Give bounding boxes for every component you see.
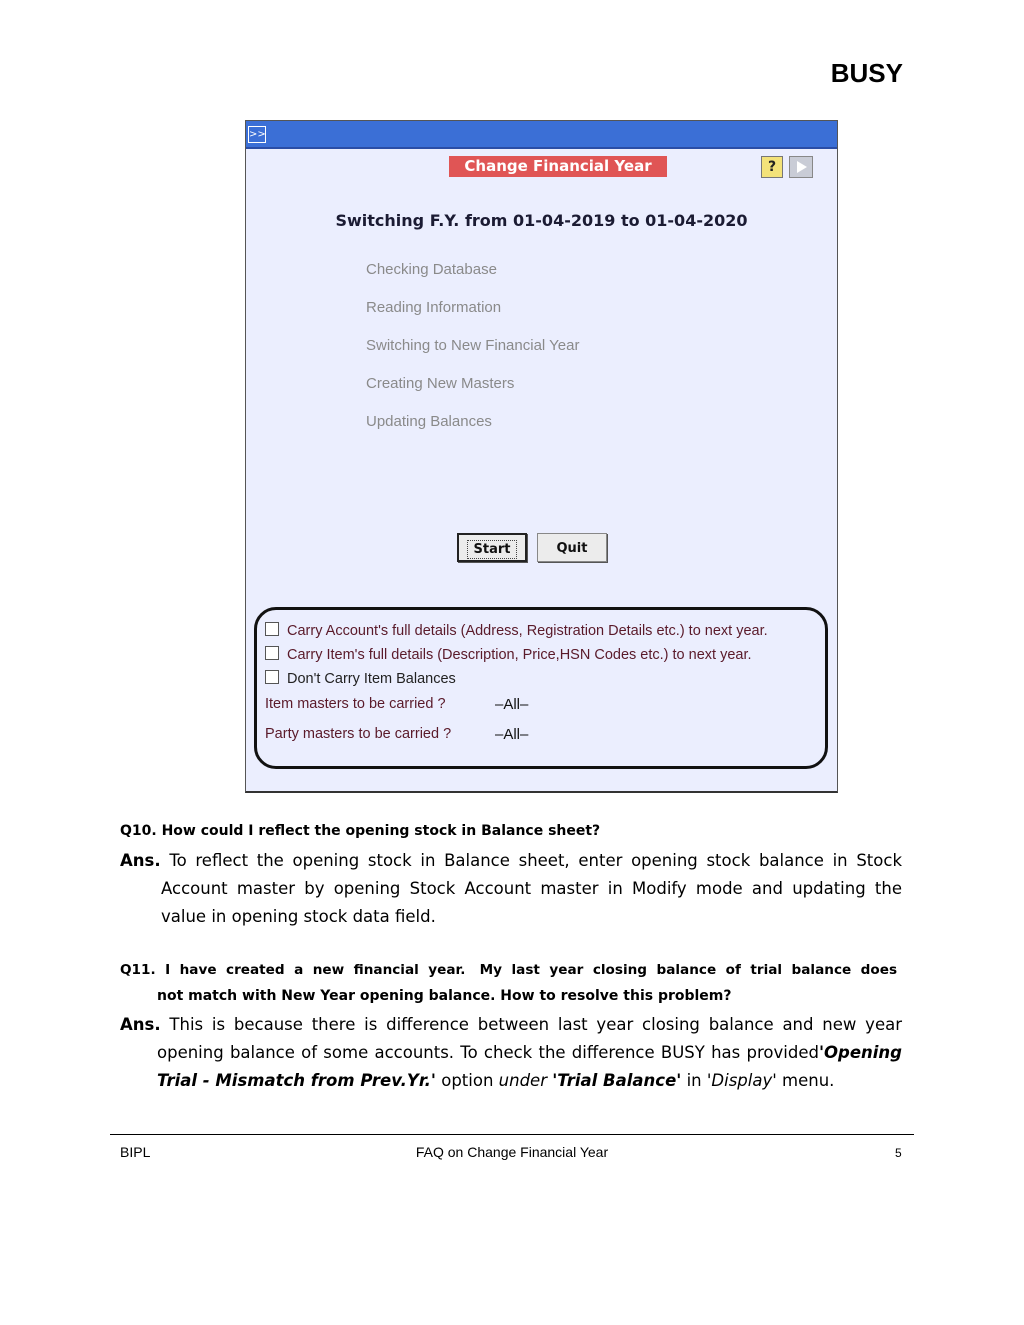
- window-title-bar: [246, 121, 837, 149]
- footer-title: FAQ on Change Financial Year: [415, 1144, 609, 1160]
- step-item: Reading Information: [366, 299, 502, 316]
- step-item: Checking Database: [366, 261, 497, 278]
- help-icon[interactable]: ?: [761, 156, 783, 178]
- checkbox[interactable]: [265, 622, 279, 636]
- q10-question: Q10. How could I reflect the opening stock in Balance sheet?: [120, 823, 601, 839]
- party-masters-row: [265, 726, 825, 742]
- q11-question-line2: not match with New Year opening balance. How to resolve this problem?: [157, 988, 732, 1004]
- party-masters-value[interactable]: –All–: [495, 726, 529, 743]
- footer-left: BIPL: [120, 1144, 151, 1160]
- display-text: 'Display': [706, 1071, 777, 1090]
- dont-carry-balances-option[interactable]: [265, 670, 456, 687]
- options-panel: [254, 607, 828, 769]
- step-item: Updating Balances: [366, 413, 492, 430]
- carry-account-label: Carry Account's full details (Address, Registration Details etc.) to next year.: [287, 623, 768, 639]
- answer-italic: under: [498, 1071, 547, 1090]
- footer-divider: [110, 1134, 914, 1135]
- brand-title: BUSY: [830, 58, 903, 88]
- step-item: Creating New Masters: [366, 375, 515, 392]
- party-masters-label: Party masters to be carried ?: [265, 726, 452, 742]
- carry-item-option[interactable]: [265, 646, 752, 663]
- start-button-label: Start: [467, 540, 518, 559]
- expand-button[interactable]: >>: [248, 126, 266, 143]
- answer-text: menu.: [776, 1071, 835, 1090]
- carry-item-label: Carry Item's full details (Description, Price,HSN Codes etc.) to next year.: [287, 647, 752, 663]
- trial-balance-text: 'Trial Balance': [552, 1071, 682, 1090]
- ans-label: Ans.: [120, 851, 161, 870]
- q10-answer-text: To reflect the opening stock in Balance sheet, enter opening stock balance in Stock Account master by opening Stock Account master in Modify mode and updating the value in opening stock data field.: [161, 851, 902, 926]
- checkbox[interactable]: [265, 670, 279, 684]
- opening-trial-mismatch-text: 'Opening Trial - Mismatch from Prev.Yr.': [157, 1043, 902, 1090]
- carry-account-option[interactable]: [265, 622, 768, 639]
- page-number: 5: [895, 1146, 902, 1160]
- q11-answer-text: This is because there is difference between last year closing balance and new year opening balance of some accounts. To check the difference BUSY has provided: [157, 1015, 902, 1062]
- progress-steps: [366, 261, 579, 451]
- answer-text: in: [681, 1071, 707, 1090]
- item-masters-row: [265, 696, 825, 712]
- item-masters-label: Item masters to be carried ?: [265, 696, 446, 712]
- item-masters-value[interactable]: –All–: [495, 696, 529, 713]
- ans-label: Ans.: [120, 1015, 161, 1034]
- checkbox[interactable]: [265, 646, 279, 660]
- q11-question-line1: Q11. I have created a new financial year. My last year closing balance of trial balance does: [120, 962, 898, 978]
- step-item: Switching to New Financial Year: [366, 337, 580, 354]
- start-button[interactable]: [457, 533, 527, 562]
- q10-answer: [120, 847, 902, 931]
- dialog-title: Change Financial Year: [449, 156, 667, 177]
- play-icon[interactable]: [789, 156, 813, 178]
- dont-carry-balances-label: Don't Carry Item Balances: [287, 671, 456, 687]
- q11-answer: [120, 1011, 902, 1095]
- change-fy-screenshot: [245, 120, 838, 793]
- answer-text: option: [435, 1071, 499, 1090]
- quit-button[interactable]: Quit: [537, 533, 607, 562]
- switching-fy-text: Switching F.Y. from 01-04-2019 to 01-04-2020: [335, 211, 748, 230]
